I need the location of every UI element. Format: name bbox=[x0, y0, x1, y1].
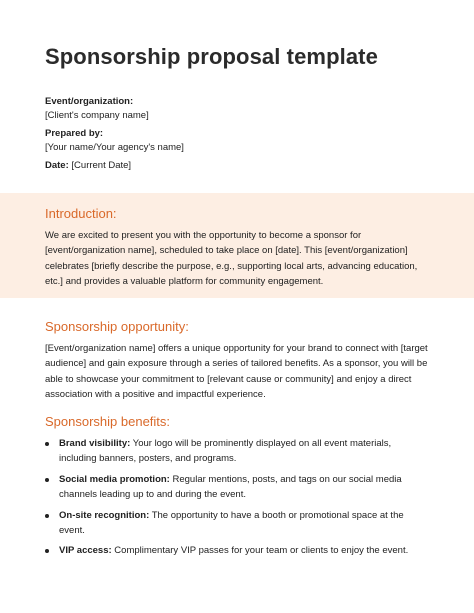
benefit-item-social-media bbox=[45, 472, 430, 503]
benefits-heading: Sponsorship benefits: bbox=[45, 414, 171, 429]
benefits-list bbox=[45, 436, 430, 564]
benefit-term: On-site recognition: bbox=[59, 509, 150, 521]
bullet-icon bbox=[45, 442, 49, 446]
opportunity-text: [Event/organization name] offers a unique opportunity for your brand to connect with [target audience] and gain exposure through a series of tailored benefits. As a sponsor, you will be able to showcase your commitment to [relevant cause or community] and enjoy a direct association with a positive and impactful experience. bbox=[45, 343, 428, 401]
benefit-item-brand-visibility bbox=[45, 436, 430, 467]
introduction-heading: Introduction: bbox=[45, 206, 117, 221]
opportunity-heading: Sponsorship opportunity: bbox=[45, 319, 189, 334]
event-organization-block bbox=[45, 95, 149, 123]
bullet-icon bbox=[45, 478, 49, 482]
benefit-text: The opportunity to have a booth or promotional space at the event. bbox=[59, 509, 404, 537]
date-block bbox=[45, 159, 131, 173]
event-organization-label: Event/organization: bbox=[45, 96, 134, 107]
benefit-term: VIP access: bbox=[59, 545, 112, 557]
benefit-text: Complimentary VIP passes for your team or clients to enjoy the event. bbox=[114, 545, 409, 557]
benefit-text: Your logo will be prominently displayed on all event materials, including banners, posters, and programs. bbox=[59, 438, 392, 465]
bullet-icon bbox=[45, 514, 49, 518]
benefit-item-vip-access bbox=[45, 543, 430, 558]
prepared-by-block bbox=[45, 127, 184, 155]
benefit-item-on-site bbox=[45, 508, 430, 539]
prepared-by-label: Prepared by: bbox=[45, 128, 104, 139]
introduction-text: We are excited to present you with the opportunity to become a sponsor for [event/organization name], scheduled to take place on [date]. This [event/organization] celebrates [briefly describe the purpose, e.g., supporting local arts, advancing education, etc.] and provides a valuable platform for community engagement. bbox=[45, 230, 418, 288]
bullet-icon bbox=[45, 549, 49, 553]
date-label: Date: bbox=[45, 160, 69, 171]
event-organization-value: [Client's company name] bbox=[45, 110, 149, 121]
date-value: [Current Date] bbox=[71, 160, 132, 171]
benefit-text: Regular mentions, posts, and tags on our social media channels leading up to and during the event. bbox=[59, 473, 402, 501]
prepared-by-value: [Your name/Your agency's name] bbox=[45, 142, 184, 153]
benefit-term: Brand visibility: bbox=[59, 438, 131, 449]
page-title: Sponsorship proposal template bbox=[45, 44, 378, 69]
benefit-term: Social media promotion: bbox=[59, 473, 170, 485]
